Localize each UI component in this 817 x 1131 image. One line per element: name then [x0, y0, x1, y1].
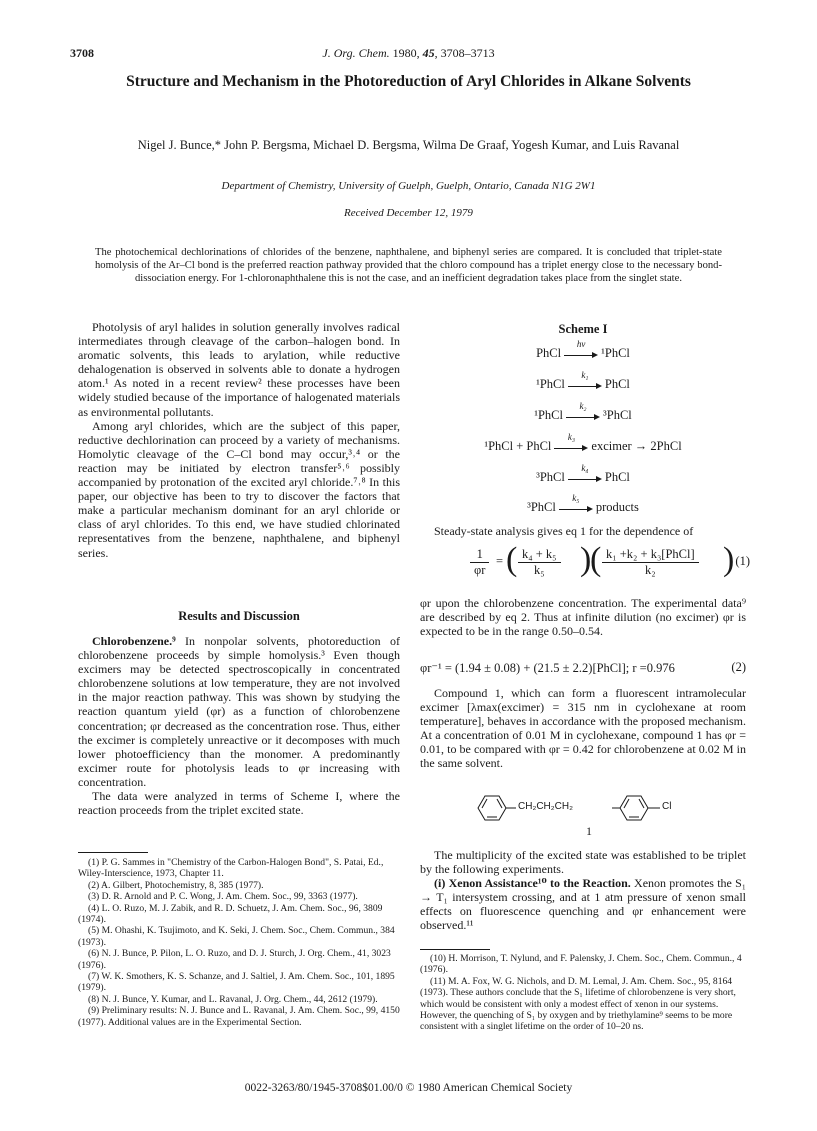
footnote-5: (5) M. Ohashi, K. Tsujimoto, and K. Seki, J. Chem. Soc., Chem. Commun., 384 (1973). — [78, 925, 395, 948]
reaction-arrow-icon: k₃ — [554, 442, 588, 452]
reaction-arrow-icon: k₂ — [566, 411, 600, 421]
scheme-step-4: ¹PhCl + PhCl k₃ excimer → 2PhCl — [484, 432, 682, 453]
chlorobenzene-paragraph — [78, 634, 400, 789]
compound-1-text: Compound 1, which can form a fluorescent intramolecular excimer [λmax(excimer) = 315 nm in cyclohexane at room temperature], behaves in accordance with the proposed mechanism. At a concentration of 0.01 M in cyclohexane, compound 1 has φr = 0.01, to be compared with φr = 0.42 for chlorobenzene at 0.02 M in the same solvent. — [420, 686, 746, 771]
equation-2 — [420, 660, 746, 676]
footnote-1: (1) P. G. Sammes in "Chemistry of the Carbon-Halogen Bond", S. Patai, Ed., Wiley-Interscience, 1973, Chapter 11. — [78, 857, 384, 880]
scheme-step-6: ³PhCl k₅ products — [527, 493, 639, 514]
chemical-structure-icon — [470, 790, 700, 840]
page-number: 3708 — [70, 46, 94, 60]
structure-label: 1 — [586, 824, 592, 838]
chlorobenzene-text: In nonpolar solvents, photoreduction of chlorobenzene proceeds by simple homolysis.³ Even though excimers may be detected spectroscopically in concentrated chlorobenzene solutions at low temperature, they are not involved in the major reaction pathway. This was shown by studying the reaction quantum yield (φr) as a function of chlorobenzene concentration; φr decreased as the concentration rose. Thus, either the excimer is completely unreactive or it decomposes with much lower photoefficiency than the monomer. A predominantly excimer route for photolysis leads to φr increasing with concentration. — [78, 634, 400, 789]
reaction-arrow-icon: k₁ — [568, 380, 602, 390]
scheme-title: Scheme I — [558, 322, 608, 336]
footnote-8: (8) N. J. Bunce, Y. Kumar, and L. Ravanal, J. Org. Chem., 44, 2612 (1979). — [88, 993, 378, 1005]
footnotes-right — [420, 953, 746, 1033]
footnote-10: (10) H. Morrison, T. Nylund, and F. Palensky, J. Chem. Soc., Chem. Commun., 4 (1976). — [420, 953, 742, 976]
journal-citation — [0, 46, 817, 61]
footnote-rule-right — [420, 949, 490, 950]
paper-title: Structure and Mechanism in the Photoreduction of Aryl Chlorides in Alkane Solvents — [126, 73, 691, 90]
footnotes-left — [78, 857, 400, 1028]
scheme-intro-paragraph: The data were analyzed in terms of Scheme I, where the reaction proceeds from the triplet excited state. — [78, 789, 400, 818]
journal-name: J. Org. Chem. — [322, 46, 390, 60]
abstract: The photochemical dechlorinations of chlorides of the benzene, naphthalene, and biphenyl series are compared. It is concluded that triplet-state homolysis of the Ar–Cl bond is the preferred reaction pathway provided that the chloro compound has a triplet energy close to the necessary bond-dissociation energy. For 1-chloronaphthalene this is not the case, and an inefficient degradation takes place from the singlet state. — [95, 247, 722, 284]
multiplicity-paragraph: The multiplicity of the excited state was established to be triplet by the following experiments. — [420, 848, 746, 877]
reaction-arrow-icon: k₄ — [568, 473, 602, 483]
eq2-body: φr⁻¹ = (1.94 ± 0.08) + (21.5 ± 2.2)[PhCl]; r =0.976 — [420, 661, 675, 675]
multiplicity-section — [420, 848, 746, 933]
received-date: Received December 12, 1979 — [344, 207, 473, 219]
intro-paragraph-1: Photolysis of aryl halides in solution generally involves radical intermediates through cleavage of the carbon–halogen bond. In aromatic solvents, this leads to arylation, while reductive dehalogenation is observed in solvents able to donate a hydrogen atom.¹ As noted in a recent review² these processes have been widely studied because of the importance of halogenated materials as environmental pollutants. — [78, 320, 400, 419]
results-heading: Results and Discussion — [178, 609, 300, 623]
scheme-step-1: PhCl hν ¹PhCl — [536, 339, 630, 360]
eq1-equals: = — [496, 554, 504, 568]
chlorobenzene-section — [78, 634, 400, 817]
scheme-step-2: ¹PhCl k₁ PhCl — [536, 370, 630, 391]
xenon-label: (i) Xenon Assistance¹⁰ to the Reaction. — [434, 876, 631, 891]
xenon-text: Xenon promotes the S₁ → T₁ intersystem crossing, and at 1 atm pressure of xenon small effects on fluorescence quenching and φr enhancement were observed.¹¹ — [420, 876, 746, 933]
journal-volume: 45 — [422, 46, 435, 60]
reaction-arrow-icon: hν — [564, 349, 598, 359]
compound-1-structure — [470, 790, 700, 840]
paren-open-icon: ( — [590, 541, 602, 578]
footnote-6: (6) N. J. Bunce, P. Pilon, L. O. Ruzo, and D. J. Sturch, J. Org. Chem., 41, 3023 (1976). — [78, 948, 391, 971]
eq1-lhs: $\frac{1}{\varphi r}$ — [470, 547, 489, 578]
footnote-11: (11) M. A. Fox, W. G. Nichols, and D. M. Lemal, J. Am. Chem. Soc., 95, 8164 (1973). These authors conclude that the S₁ lifetime of chlorobenzene is very short, which would be consistent with only a modest effect of xenon in our systems. However, the quenching of S₁ by oxygen and by triethylamine⁹ seems to be more consistent with a singlet lifetime on the order of 10–20 ns. — [420, 975, 736, 1033]
affiliation: Department of Chemistry, University of Guelph, Guelph, Ontario, Canada N1G 2W1 — [221, 180, 596, 192]
equation-1 — [430, 543, 750, 583]
xenon-paragraph — [420, 876, 746, 932]
eq1-factor-1: $\frac{\text{k₄ + k₅}}{\text{k₅}}$ — [518, 547, 561, 578]
eq1-number: (1) — [735, 554, 750, 568]
scheme-step-3: ¹PhCl k₂ ³PhCl — [534, 401, 632, 422]
structure-chlorine: Cl — [662, 801, 672, 812]
paren-close-icon: ) — [580, 541, 592, 578]
reaction-arrow-icon: k₅ — [559, 503, 593, 513]
structure-linker: CH₂CH₂CH₂ — [518, 801, 573, 812]
eq1-factor-2: k₁ +k₂ + k₃[PhCl] k₂ — [602, 547, 699, 578]
scheme-step-5: ³PhCl k₄ PhCl — [536, 463, 630, 484]
footnote-rule-left — [78, 852, 148, 853]
paren-close-icon: ) — [723, 541, 735, 578]
eq2-number: (2) — [731, 660, 746, 674]
chlorobenzene-label: Chlorobenzene.⁹ — [92, 634, 176, 648]
paren-open-icon: ( — [506, 541, 518, 578]
journal-year: 1980, — [392, 46, 423, 60]
footnote-9: (9) Preliminary results: N. J. Bunce and L. Ravanal, J. Am. Chem. Soc., 99, 4150 (1977). Additional values are in the Experimental Section. — [78, 1005, 400, 1028]
after-eq1-text: φr upon the chlorobenzene concentration. The experimental data⁹ are described by eq 2. Thus at infinite dilution (no excimer) φr is expected to be in the range 0.50–0.54. — [420, 596, 746, 639]
author-list: Nigel J. Bunce,* John P. Bergsma, Michael D. Bergsma, Wilma De Graaf, Yogesh Kumar, and Luis Ravanal — [137, 138, 680, 152]
footnote-7: (7) W. K. Smothers, K. S. Schanze, and J. Saltiel, J. Am. Chem. Soc., 101, 1895 (1979). — [78, 971, 395, 994]
intro-paragraph-2: Among aryl chlorides, which are the subject of this paper, reductive dechlorination can proceed by a variety of mechanisms. Homolytic cleavage of the C–Cl bond may occur,³˒⁴ or the reaction may be initiated by electron transfer⁵˒⁶ possibly accompanied by protonation of the excited aryl chloride.⁷˒⁸ In this paper, our objective has been to try to discover the factors that make a particular mechanism dominant for an aryl chloride or class of aryl chlorides. To this end, we have studied chlorinated representatives from the benzene, naphthalene, and biphenyl series. — [78, 418, 400, 560]
footnote-4: (4) L. O. Ruzo, M. J. Zabik, and R. D. Schuetz, J. Am. Chem. Soc., 96, 3809 (1974). — [78, 902, 383, 926]
left-column — [78, 320, 400, 560]
copyright-footer: 0022-3263/80/1945-3708$01.00/0 © 1980 American Chemical Society — [244, 1082, 573, 1094]
footnote-3: (3) D. R. Arnold and P. C. Wong, J. Am. Chem. Soc., 99, 3363 (1977). — [88, 891, 358, 903]
steady-state-text: Steady-state analysis gives eq 1 for the dependence of — [434, 524, 694, 538]
journal-pages: , 3708–3713 — [434, 46, 495, 60]
footnote-2: (2) A. Gilbert, Photochemistry, 8, 385 (1977). — [88, 879, 264, 891]
